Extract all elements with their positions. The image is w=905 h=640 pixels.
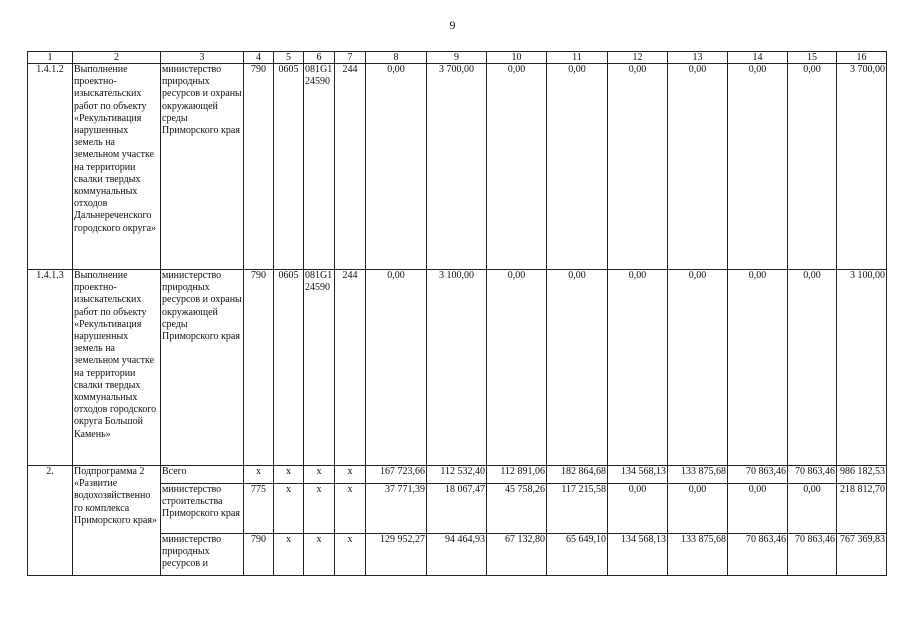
row-value: 70 863,46 — [788, 466, 837, 484]
row-c5: х — [274, 484, 304, 534]
header-cell: 13 — [668, 52, 728, 64]
row-value: 182 864,68 — [547, 466, 608, 484]
row-value: 3 700,00 — [427, 64, 487, 270]
row-value: 0,00 — [547, 64, 608, 270]
header-cell: 2 — [73, 52, 161, 64]
row-value: 0,00 — [608, 270, 668, 466]
header-cell: 5 — [274, 52, 304, 64]
row-value: 134 568,13 — [608, 466, 668, 484]
row-value: 45 758,26 — [487, 484, 547, 534]
header-cell: 12 — [608, 52, 668, 64]
row-c4: 790 — [244, 534, 274, 576]
row-executor: министерство природных ресурсов и охраны окружающей среды Приморского края — [161, 270, 244, 466]
header-cell: 3 — [161, 52, 244, 64]
row-code: 1.4.1.3 — [28, 270, 73, 466]
table-row — [28, 466, 887, 484]
header-cell: 8 — [366, 52, 427, 64]
header-cell: 7 — [335, 52, 366, 64]
row-value: 0,00 — [547, 270, 608, 466]
row-c4: 775 — [244, 484, 274, 534]
row-value: 0,00 — [668, 270, 728, 466]
row-total: 218 812,70 — [837, 484, 887, 534]
row-value: 0,00 — [788, 270, 837, 466]
row-c7: х — [335, 534, 366, 576]
row-executor: министерство природных ресурсов и охраны окружающей среды Приморского края — [161, 64, 244, 270]
row-value: 112 532,40 — [427, 466, 487, 484]
row-value: 129 952,27 — [366, 534, 427, 576]
table-row — [28, 270, 887, 466]
program-code: 2. — [28, 466, 73, 576]
row-value: 0,00 — [728, 64, 788, 270]
program-name: Подпрограмма 2 «Развитие водохозяйственно го комплекса Приморского края» — [73, 466, 161, 576]
row-c7: 244 — [335, 270, 366, 466]
row-value: 0,00 — [487, 64, 547, 270]
row-value: 0,00 — [788, 64, 837, 270]
row-value: 0,00 — [788, 484, 837, 534]
row-value: 0,00 — [366, 64, 427, 270]
row-value: 94 464,93 — [427, 534, 487, 576]
row-value: 167 723,66 — [366, 466, 427, 484]
row-value: 0,00 — [728, 484, 788, 534]
header-row — [28, 52, 887, 64]
row-c7: х — [335, 466, 366, 484]
row-value: 133 875,68 — [668, 466, 728, 484]
row-c4: х — [244, 466, 274, 484]
row-c6: х — [304, 484, 335, 534]
header-cell: 9 — [427, 52, 487, 64]
row-c7: 244 — [335, 64, 366, 270]
row-c6: х — [304, 466, 335, 484]
row-c5: х — [274, 466, 304, 484]
row-value: 0,00 — [608, 64, 668, 270]
row-value: 70 863,46 — [788, 534, 837, 576]
header-cell: 15 — [788, 52, 837, 64]
row-value: 0,00 — [366, 270, 427, 466]
header-cell: 11 — [547, 52, 608, 64]
row-value: 70 863,46 — [728, 466, 788, 484]
page-number: 9 — [449, 18, 456, 32]
table-row — [28, 64, 887, 270]
row-value: 134 568,13 — [608, 534, 668, 576]
row-value: 133 875,68 — [668, 534, 728, 576]
row-c4: 790 — [244, 64, 274, 270]
row-name: Выполнение проектно-изыскательских работ по объекту «Рекультивация нарушенных земель на земельном участке на территории свалки твердых коммунальных отходов Дальнереченского городского округа» — [73, 64, 161, 270]
row-value: 65 649,10 — [547, 534, 608, 576]
row-total: 3 100,00 — [837, 270, 887, 466]
header-cell: 6 — [304, 52, 335, 64]
row-c6: 081G1 24590 — [304, 64, 335, 270]
row-value: 0,00 — [487, 270, 547, 466]
row-value: 70 863,46 — [728, 534, 788, 576]
row-value: 3 100,00 — [427, 270, 487, 466]
row-executor: министерство природных ресурсов и — [161, 534, 244, 576]
row-c5: х — [274, 534, 304, 576]
row-total: 986 182,53 — [837, 466, 887, 484]
row-value: 112 891,06 — [487, 466, 547, 484]
row-value: 37 771,39 — [366, 484, 427, 534]
row-code: 1.4.1.2 — [28, 64, 73, 270]
row-c7: х — [335, 484, 366, 534]
row-c5: 0605 — [274, 270, 304, 466]
row-c6: х — [304, 534, 335, 576]
row-value: 0,00 — [608, 484, 668, 534]
row-value: 67 132,80 — [487, 534, 547, 576]
row-value: 0,00 — [728, 270, 788, 466]
row-executor: министерство строительства Приморского края — [161, 484, 244, 534]
row-name: Выполнение проектно-изыскательских работ по объекту «Рекультивация нарушенных земель на земельном участке на территории свалки твердых коммунальных отходов городского округа Большой Камень» — [73, 270, 161, 466]
header-cell: 14 — [728, 52, 788, 64]
row-value: 18 067,47 — [427, 484, 487, 534]
row-c5: 0605 — [274, 64, 304, 270]
header-cell: 10 — [487, 52, 547, 64]
header-cell: 16 — [837, 52, 887, 64]
row-value: 0,00 — [668, 64, 728, 270]
header-cell: 4 — [244, 52, 274, 64]
row-c4: 790 — [244, 270, 274, 466]
row-value: 117 215,58 — [547, 484, 608, 534]
row-total: 767 369,83 — [837, 534, 887, 576]
row-value: 0,00 — [668, 484, 728, 534]
row-c6: 081G1 24590 — [304, 270, 335, 466]
header-cell: 1 — [28, 52, 73, 64]
budget-table — [27, 51, 887, 576]
row-total: 3 700,00 — [837, 64, 887, 270]
row-executor: Всего — [161, 466, 244, 484]
